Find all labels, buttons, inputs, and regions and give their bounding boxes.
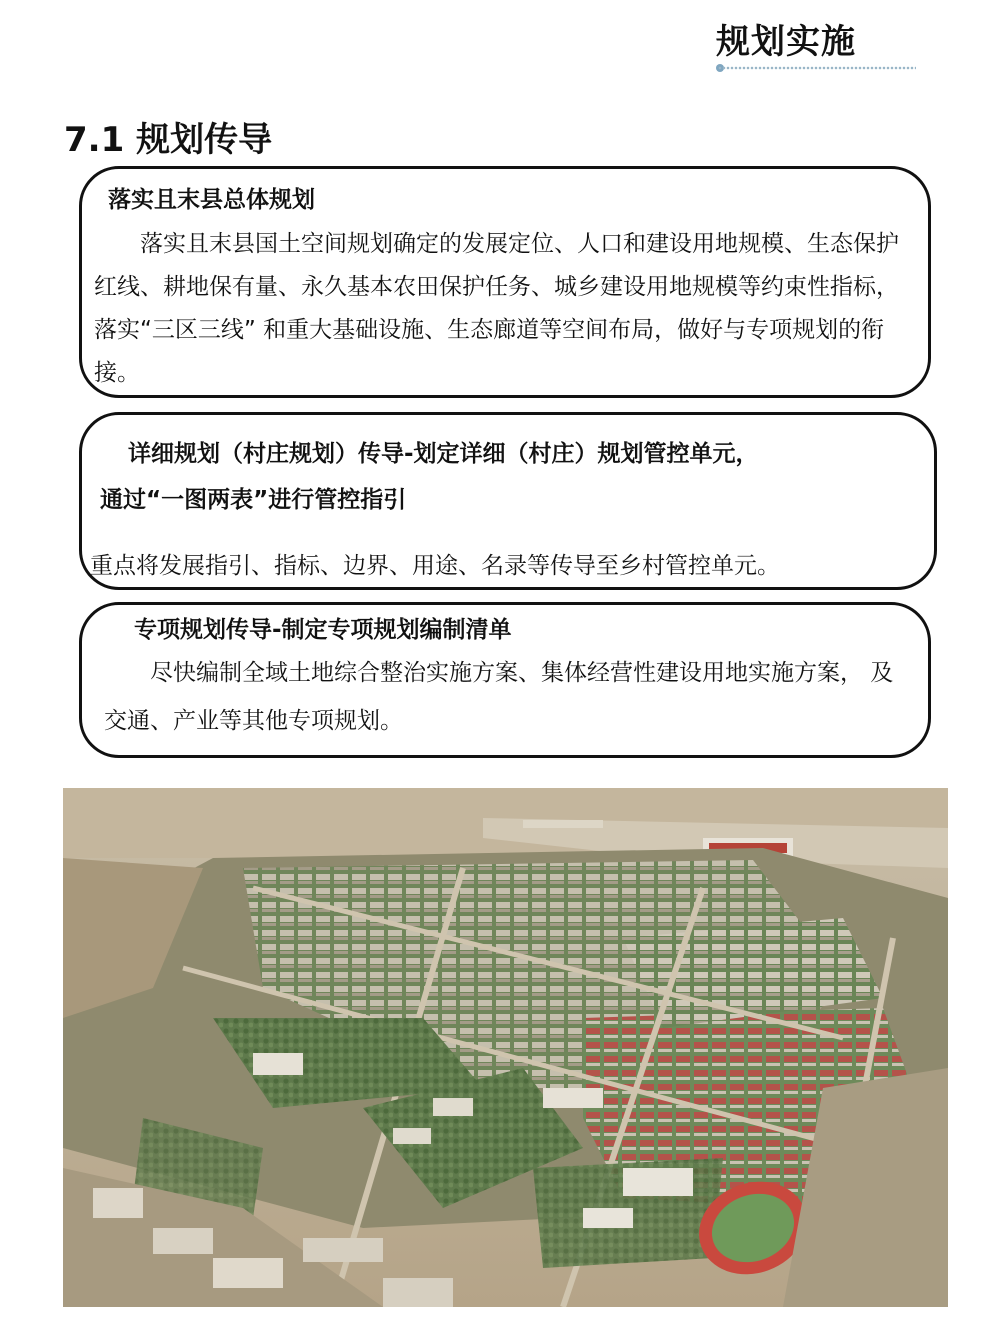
section-title: 7.1 规划传导 [64, 120, 273, 160]
special-plan-box [79, 602, 931, 758]
detailed-plan-heading-line2: 通过“一图两表”进行管控指引 [100, 487, 407, 513]
general-plan-box [79, 166, 931, 398]
special-plan-body: 尽快编制全域土地综合整治实施方案、集体经营性建设用地实施方案， 及交通、产业等其他专项规划。 [104, 660, 894, 734]
detailed-plan-heading-line1: 详细规划（村庄规划）传导-划定详细（村庄）规划管控单元， [128, 441, 759, 467]
page-header-title: 规划实施 [716, 22, 856, 62]
special-plan-heading: 专项规划传导-制定专项规划编制清单 [134, 617, 512, 643]
header-dotted-rule [718, 66, 916, 70]
general-plan-body: 落实且末县国土空间规划确定的发展定位、人口和建设用地规模、生态保护红线、耕地保有量、永久基本农田保护任务、城乡建设用地规模等约束性指标，落实“三区三线” 和重大基础设施、生态廊道等空间布局，做好与专项规划的衔接。 [94, 231, 899, 386]
aerial-village-photo [63, 788, 948, 1307]
detailed-plan-box [79, 412, 937, 590]
detailed-plan-body: 重点将发展指引、指标、边界、用途、名录等传导至乡村管控单元。 [90, 553, 780, 579]
general-plan-heading: 落实且末县总体规划 [108, 187, 315, 213]
